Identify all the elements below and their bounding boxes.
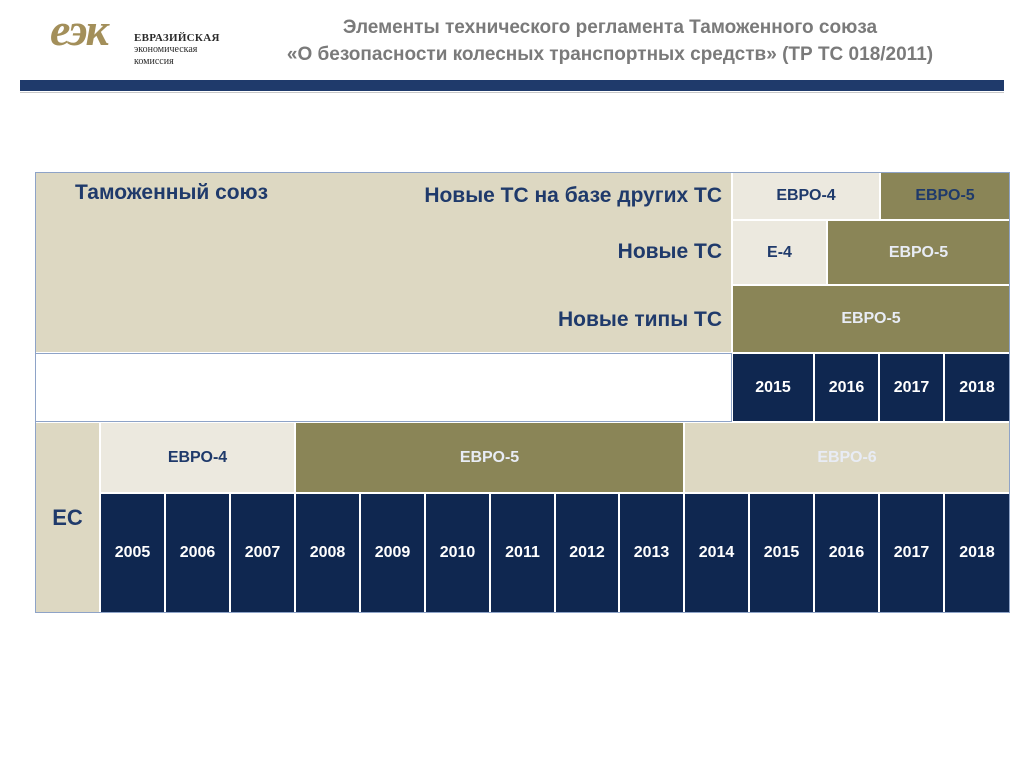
logo-text xyxy=(134,32,220,68)
eu-stage-cell: ЕВРО-6 xyxy=(684,422,1010,493)
year-cell: 2016 xyxy=(814,353,879,422)
year-cell: 2007 xyxy=(230,493,295,613)
year-cell: 2008 xyxy=(295,493,360,613)
row-label-new-types: Новые типы ТС xyxy=(558,308,722,331)
stage-cell: Е-4 xyxy=(732,220,827,285)
logo-line-3: комиссия xyxy=(134,56,174,67)
eu-label: ЕС xyxy=(35,422,100,613)
year-cell: 2015 xyxy=(732,353,814,422)
title-line-1: Элементы технического регламента Таможенного союза xyxy=(342,17,878,38)
year-cell: 2013 xyxy=(619,493,684,613)
eu-stage-cell: ЕВРО-4 xyxy=(100,422,295,493)
year-cell: 2017 xyxy=(879,353,944,422)
row-label-new-vehicles: Новые ТС xyxy=(617,240,722,263)
customs-union-label: Таможенный союз xyxy=(75,181,269,204)
year-cell: 2006 xyxy=(165,493,230,613)
logo-mark: еэк xyxy=(50,4,107,55)
stage-cell: ЕВРО-4 xyxy=(732,172,880,220)
year-cell: 2009 xyxy=(360,493,425,613)
stage-cell: ЕВРО-5 xyxy=(827,220,1010,285)
year-cell: 2005 xyxy=(100,493,165,613)
header-divider xyxy=(20,92,1004,93)
year-cell: 2018 xyxy=(944,493,1010,613)
year-cell: 2010 xyxy=(425,493,490,613)
year-cell: 2015 xyxy=(749,493,814,613)
row-label-derived-vehicles: Новые ТС на базе других ТС xyxy=(424,184,722,207)
year-cell: 2014 xyxy=(684,493,749,613)
year-cell: 2018 xyxy=(944,353,1010,422)
header-accent-bar xyxy=(20,80,1004,91)
stage-cell: ЕВРО-5 xyxy=(880,172,1010,220)
stage-cell: ЕВРО-5 xyxy=(732,285,1010,353)
logo-line-2: экономическая xyxy=(134,44,198,55)
year-cell: 2012 xyxy=(555,493,619,613)
eu-stage-cell: ЕВРО-5 xyxy=(295,422,684,493)
year-cell: 2011 xyxy=(490,493,555,613)
logo-line-1: ЕВРАЗИЙСКАЯ xyxy=(134,32,220,44)
title-line-2: «О безопасности колесных транспортных средств» (ТР ТС 018/2011) xyxy=(286,44,934,65)
page-title xyxy=(250,14,970,68)
year-cell: 2017 xyxy=(879,493,944,613)
blank-spacer xyxy=(35,353,732,422)
year-cell: 2016 xyxy=(814,493,879,613)
